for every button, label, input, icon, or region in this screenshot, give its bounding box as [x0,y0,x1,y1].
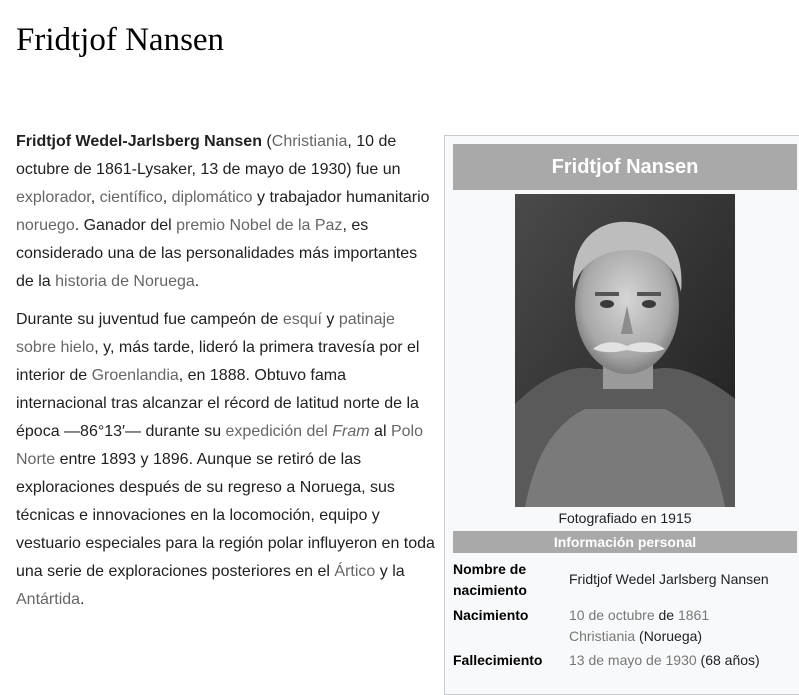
text: y la [375,563,405,580]
link-birth-date[interactable]: 10 de octubre [569,607,655,623]
text: entre 1893 y 1896. Aunque se retiró de las exploraciones después de su regreso a Noruega, sus técnicas e innovaciones en la locomoción, equipo y vestuario especiales para la región polar influyeron en toda una serie de exploraciones posteriores en el [16,451,435,580]
link-historia-noruega[interactable]: historia de Noruega [55,273,195,290]
value-death [569,650,797,671]
value-birth [569,605,797,647]
section-header-personal: Información personal [453,531,797,553]
link-noruego[interactable]: noruego [16,217,75,234]
ship-name: Fram [332,423,370,440]
text: . [80,591,85,608]
label-birth: Nacimiento [453,607,529,623]
infobox-row-birth-name [453,559,797,601]
intro-paragraph [16,128,436,296]
subject-name: Fridtjof Wedel-Jarlsberg Nansen [16,133,262,150]
link-explorador[interactable]: explorador [16,189,91,206]
link-antartida[interactable]: Antártida [16,591,81,608]
text: y [321,311,339,328]
portrait-photo[interactable] [515,194,735,507]
second-paragraph [16,306,436,614]
page-title: Fridtjof Nansen [16,22,225,58]
label-birth-name: Nombre de nacimiento [453,561,527,598]
text: , es considerado una de las personalidades más importantes de la [16,217,418,290]
link-birth-place[interactable]: Christiania [569,628,636,644]
text: , [162,189,172,206]
label-death: Fallecimiento [453,652,543,668]
text: y trabajador humanitario [252,189,430,206]
link-text: expedición del [225,423,333,440]
link-artico[interactable]: Ártico [334,563,376,580]
link-premio-nobel[interactable]: premio Nobel de la Paz [176,217,343,234]
portrait-image [515,194,735,507]
article-body [16,128,436,624]
infobox [444,135,799,695]
text: ( [261,133,272,150]
link-polo-norte[interactable]: Polo Norte [16,423,423,468]
text: (Noruega) [635,628,703,644]
text: , [90,189,100,206]
link-christiania[interactable]: Christiania [271,133,348,150]
link-patinaje[interactable]: patinaje sobre hielo [16,311,395,356]
text: . Ganador del [74,217,177,234]
text: , y, más tarde, lideró la primera travesía por el interior de [16,339,420,384]
text: de [654,607,678,623]
infobox-row-death [453,650,797,674]
text: , 10 de octubre de 1861-Lysaker, 13 de mayo de 1930) fue un [16,133,401,178]
text: (68 años) [696,652,760,668]
link-diplomatico[interactable]: diplomático [171,189,253,206]
link-expedicion-fram[interactable] [226,423,370,440]
infobox-row-birth [453,605,797,647]
link-groenlandia[interactable]: Groenlandia [91,367,179,384]
text: . [194,273,200,290]
infobox-title: Fridtjof Nansen [453,144,797,190]
text: al [369,423,391,440]
link-esqui[interactable]: esquí [282,311,322,328]
value-birth-name: Fridtjof Wedel Jarlsberg Nansen [569,571,769,587]
text: Durante su juventud fue campeón de [16,311,283,328]
text: , en 1888. Obtuvo fama internacional tras alcanzar el récord de latitud norte de la época —86°13′— durante su [16,367,419,440]
link-birth-year[interactable]: 1861 [677,607,710,623]
link-death-date[interactable]: 13 de mayo de 1930 [569,652,697,668]
link-cientifico[interactable]: científico [99,189,163,206]
photo-caption: Fotografiado en 1915 [558,510,692,526]
